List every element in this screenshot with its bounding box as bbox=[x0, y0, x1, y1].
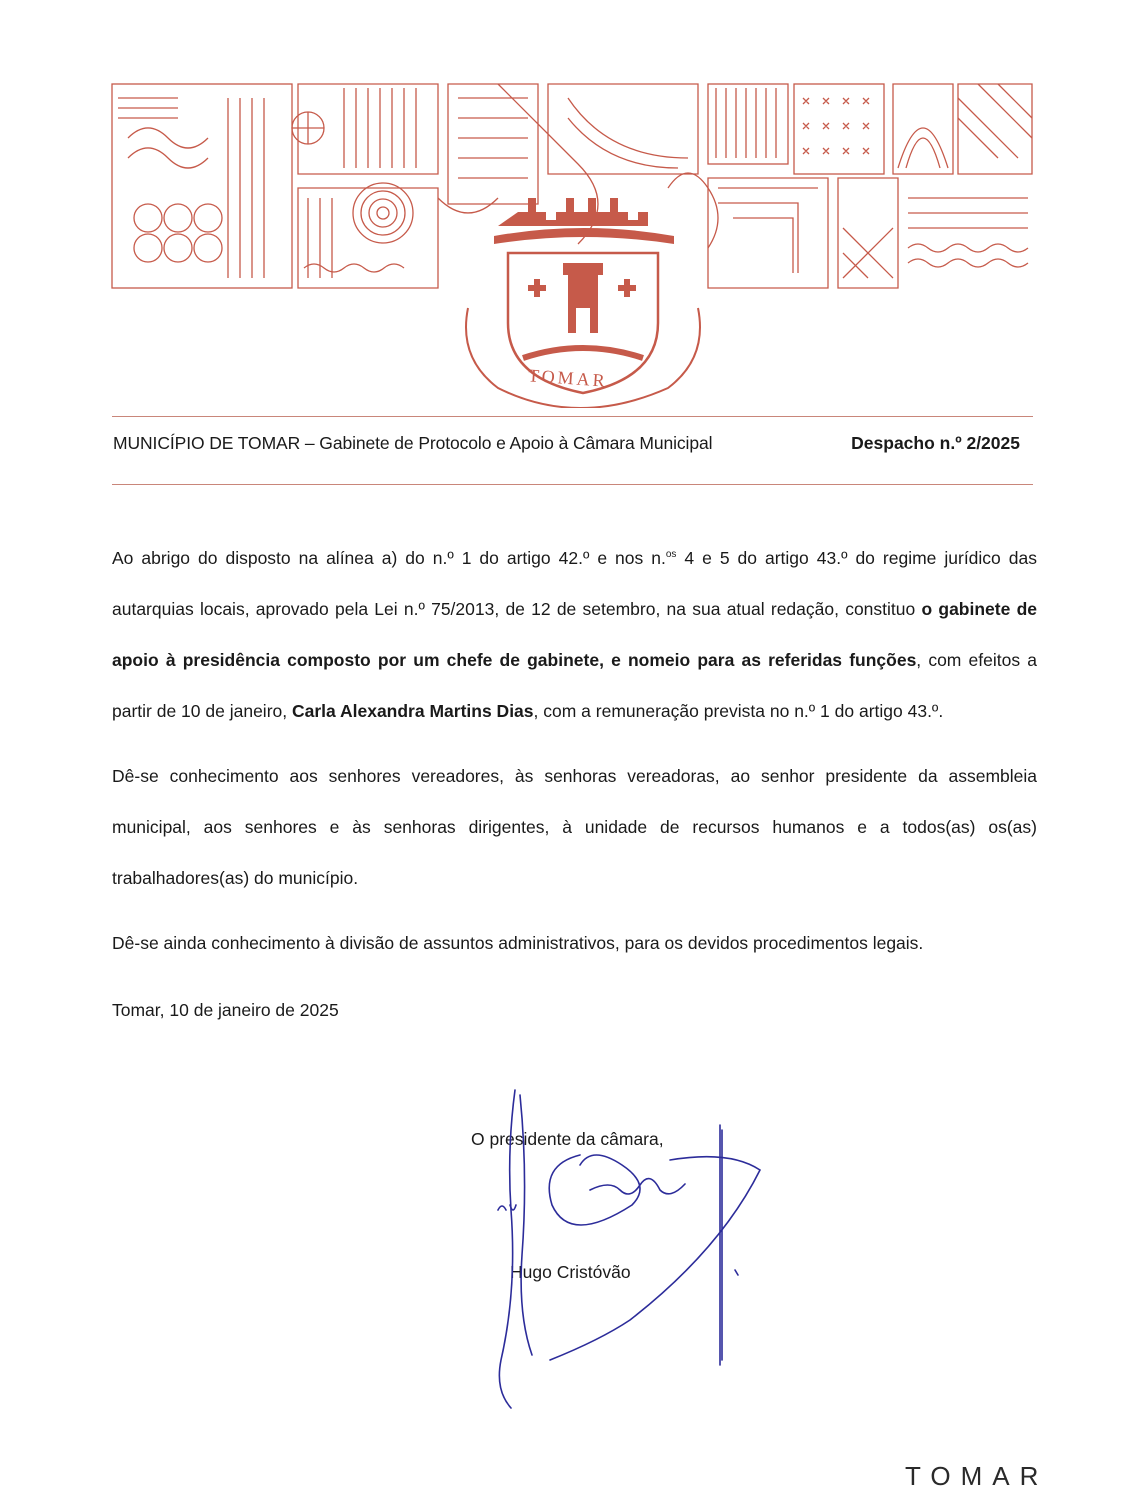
p2-text: Dê-se conhecimento aos senhores vereadores, às senhoras vereadoras, ao senhor presidente da assembleia municipal, aos senhores e às senhoras dirigentes, à unidade de recursos humanos e a todos(as) os(as) trabalhadores(as) do município. bbox=[112, 766, 1037, 888]
paragraph-notification bbox=[112, 751, 1037, 904]
signatory-name: Hugo Cristóvão bbox=[510, 1262, 631, 1282]
p1-superscript: os bbox=[665, 549, 677, 561]
header-banner bbox=[108, 78, 1036, 408]
p1-bold-appointee: Carla Alexandra Martins Dias bbox=[291, 701, 534, 721]
p1-text-c: , com efeitos a partir de 10 de janeiro, bbox=[112, 650, 1037, 721]
footer-logo: TOMAR bbox=[905, 1466, 1049, 1487]
p1-text-b: 4 e 5 do artigo 43.º do regime jurídico das autarquias locais, aprovado pela Lei n.º 75/2013, de 12 de setembro, na sua atual redação, constituo bbox=[112, 548, 1037, 619]
date-text: Tomar, 10 de janeiro de 2025 bbox=[112, 1000, 339, 1020]
p1-text-a: Ao abrigo do disposto na alínea a) do n.º 1 do artigo 42.º e nos n. bbox=[112, 548, 666, 568]
crest-motto: TOMAR bbox=[527, 365, 609, 391]
date-line bbox=[112, 985, 1037, 1036]
paragraph-procedures bbox=[112, 918, 1037, 969]
handwritten-signature bbox=[480, 1085, 780, 1415]
header-rule-top bbox=[112, 416, 1033, 417]
header-rule-bottom bbox=[112, 484, 1033, 485]
paragraph-appointment bbox=[112, 533, 1037, 737]
document-number: Despacho n.º 2/2025 bbox=[851, 433, 1020, 453]
p3-text: Dê-se ainda conhecimento à divisão de assuntos administrativos, para os devidos procedimentos legais. bbox=[112, 933, 924, 953]
header-organization: MUNICÍPIO DE TOMAR – Gabinete de Protocolo e Apoio à Câmara Municipal bbox=[113, 433, 713, 453]
p1-bold-cabinet: o gabinete de apoio à presidência composto por um chefe de gabinete, e nomeio para as referidas funções bbox=[112, 599, 1037, 670]
p1-text-d: , com a remuneração prevista no n.º 1 do artigo 43.º. bbox=[533, 701, 944, 721]
signatory-role: O presidente da câmara, bbox=[471, 1129, 664, 1149]
